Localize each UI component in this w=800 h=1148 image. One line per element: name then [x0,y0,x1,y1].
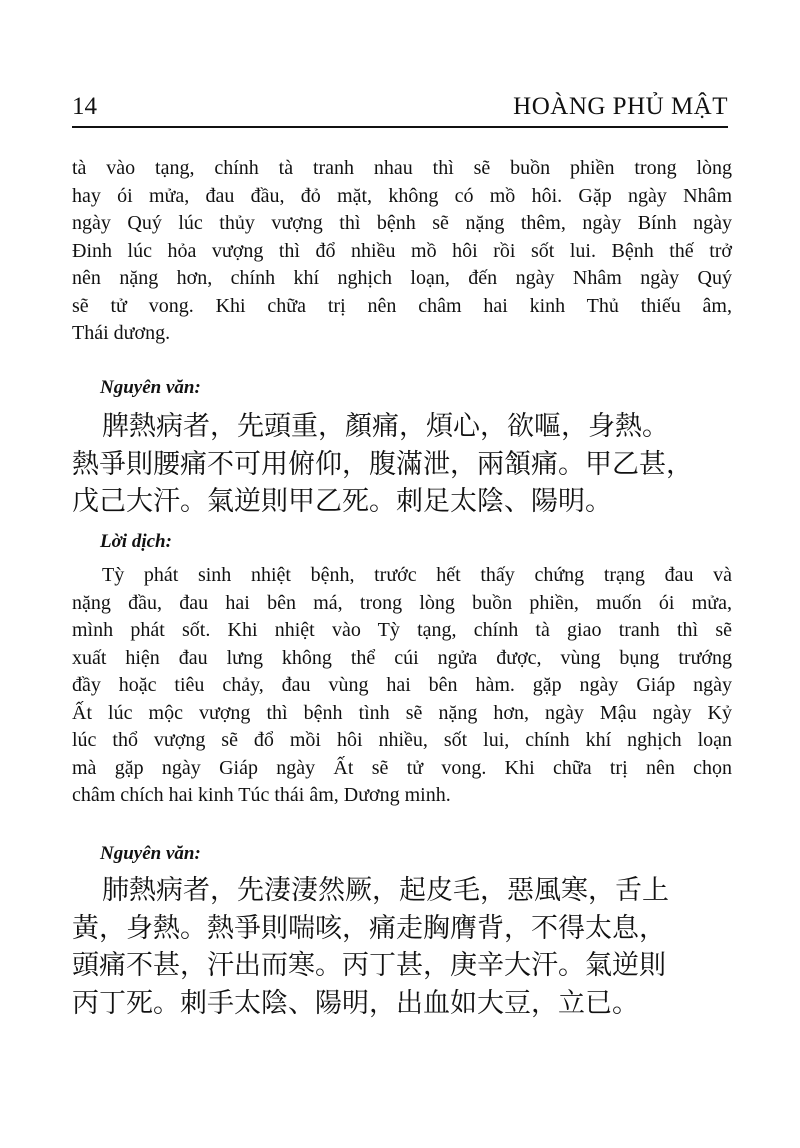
page-number: 14 [72,93,97,120]
header-rule [72,126,728,128]
chinese-line: 熱爭則腰痛不可用俯仰，腹滿泄，兩頷痛。甲乙甚， [72,448,693,480]
original-chinese-text [72,872,732,1022]
chinese-line: 黃，身熱。熱爭則喘咳，痛走胸膺背，不得太息， [72,912,666,944]
paragraph-line: nên nặng hơn, chính khí nghịch loạn, đến ngày Nhâm ngày Quý [72,267,732,289]
paragraph-line: mình phát sốt. Khi nhiệt vào Tỳ tạng, chính tà giao tranh thì sẽ [72,619,732,641]
paragraph-line: nặng đầu, đau hai bên má, trong lòng buồn phiền, muốn ói mửa, [72,591,732,614]
paragraph-line: Thái dương. [72,322,171,344]
original-text-label: Nguyên văn: [100,843,201,864]
chinese-line: 頭痛不甚，汗出而寒。丙丁甚，庚辛大汗。氣逆則 [72,950,666,981]
paragraph-line: châm chích hai kinh Túc thái âm, Dương minh. [72,784,451,806]
paragraph-line: ngày Quý lúc thủy vượng thì bệnh sẽ nặng thêm, ngày Bính ngày [72,212,732,234]
translation-paragraph [72,562,732,810]
paragraph-line: Tỳ phát sinh nhiệt bệnh, trước hết thấy chứng trạng đau và [102,564,732,586]
intro-paragraph [72,155,732,348]
paragraph-line: sẽ tử vong. Khi chữa trị nên châm hai kinh Thủ thiếu âm, [72,294,732,317]
paragraph-line: mà gặp ngày Giáp ngày Ất sẽ tử vong. Khi chữa trị nên chọn [72,756,732,779]
translation-label: Lời dịch: [100,531,172,552]
paragraph-line: tà vào tạng, chính tà tranh nhau thì sẽ buồn phiền trong lòng [72,157,732,179]
paragraph-line: đầy hoặc tiêu chảy, đau vùng hai bên hàm. gặp ngày Giáp ngày [72,674,732,696]
chinese-line: 脾熱病者，先頭重，顏痛，煩心，欲嘔，身熱。 [102,411,669,442]
paragraph-line: hay ói mửa, đau đầu, đỏ mặt, không có mồ hôi. Gặp ngày Nhâm [72,184,732,207]
original-text-label: Nguyên văn: [100,377,201,398]
paragraph-line: Đinh lúc hỏa vượng thì đổ nhiều mồ hôi rồi sốt lui. Bệnh thế trở [72,239,732,262]
original-chinese-text [72,408,732,521]
chinese-line: 肺熱病者，先淒淒然厥，起皮毛，惡風寒，舌上 [102,875,669,906]
chinese-line: 丙丁死。刺手太陰、陽明，出血如大豆，立已。 [72,987,639,1019]
paragraph-line: lúc thổ vượng sẽ đổ mồi hôi nhiều, sốt lui, chính khí nghịch loạn [72,729,732,751]
chinese-line: 戊己大汗。氣逆則甲乙死。刺足太陰、陽明。 [72,486,612,517]
running-title: HOÀNG PHỦ MẬT [513,93,728,120]
paragraph-line: xuất hiện đau lưng không thể cúi ngửa được, vùng bụng trướng [72,646,732,669]
paragraph-line: Ất lúc mộc vượng thì bệnh tình sẽ nặng hơn, ngày Mậu ngày Kỷ [72,701,732,724]
